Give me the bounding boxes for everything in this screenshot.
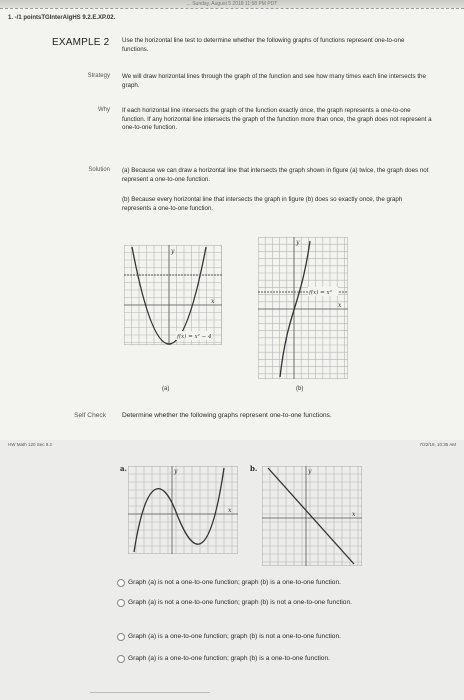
option-2-text: Graph (a) is not a one-to-one function; graph (b) is not a one-to-one function. — [128, 599, 352, 606]
option-1[interactable] — [128, 578, 458, 587]
solution-a-text: (a) Because we can draw a horizontal line that intersects the graph shown in figure (a) twice, the graph does not represent a one-to-one function. — [122, 167, 429, 183]
graph-a-x-label: x — [211, 298, 215, 305]
page-one — [0, 8, 464, 444]
footer-course: HW Math 120 Sec 9.2 — [8, 442, 53, 447]
option-3-radio[interactable] — [117, 633, 125, 641]
graph-b-y-label: y — [296, 239, 300, 246]
page-two — [0, 440, 464, 700]
option-3-text: Graph (a) is a one-to-one function; graph (b) is not a one-to-one function. — [128, 633, 341, 640]
check-graph-b-label: b. — [250, 464, 258, 473]
check-graph-a-label: a. — [120, 464, 127, 473]
self-check-label: Self Check — [74, 412, 106, 419]
option-1-radio[interactable] — [117, 579, 125, 587]
problem-header: 1. -/1 pointsTGInterAlgHS 9.2.E.XP.02. — [8, 15, 116, 21]
check-graph-b-y-label: y — [308, 468, 312, 475]
why-label: Why — [98, 107, 110, 113]
graph-a-caption: (a) — [162, 386, 170, 392]
solution-label: Solution — [88, 167, 110, 173]
option-4-radio[interactable] — [117, 655, 125, 663]
graph-b-x-label: x — [338, 302, 342, 309]
option-4-text: Graph (a) is a one-to-one function; graph (b) is a one-to-one function. — [128, 655, 330, 662]
check-graph-a — [128, 466, 238, 554]
graph-b-function-label: f(x) = x³ — [309, 290, 332, 296]
option-1-text: Graph (a) is not a one-to-one function; graph (b) is a one-to-one function. — [128, 579, 341, 586]
option-3[interactable] — [128, 632, 458, 641]
example-title: EXAMPLE 2 — [52, 37, 110, 48]
top-strip: ... Sunday, August 5 2018 11:58 PM PDT — [0, 0, 464, 10]
option-2[interactable] — [128, 598, 458, 607]
strategy-label: Strategy — [87, 73, 110, 79]
graph-a-y-label: y — [171, 248, 175, 255]
check-graph-b — [262, 466, 362, 566]
graph-a-function-label: f(x) = x² − 4 — [177, 334, 212, 340]
self-check-prompt: Determine whether the following graphs represent one-to-one functions. — [122, 412, 332, 419]
option-4[interactable] — [128, 654, 458, 663]
graph-b — [258, 237, 348, 379]
solution-b-text: (b) Because every horizontal line that intersects the graph in figure (b) does so exactly once, the graph represents a one-to-one function. — [122, 196, 403, 212]
option-2-radio[interactable] — [117, 599, 125, 607]
strategy-text: We will draw horizontal lines through the graph of the function and see how many times each line intersects the graph. — [122, 73, 426, 89]
why-text: If each horizontal line intersects the graph of the function exactly once, the graph represents a one-to-one function. If any horizontal line intersects the graph of the function more than once, the graph does not represent a one-to-one function. — [122, 107, 432, 132]
graph-b-caption: (b) — [296, 386, 304, 392]
example-intro: Use the horizontal line test to determine whether the following graphs of functions represent one-to-one functions. — [122, 37, 405, 53]
graph-a — [124, 245, 222, 345]
bottom-divider — [90, 692, 210, 693]
check-graph-a-x-label: x — [228, 507, 232, 514]
check-graph-b-x-label: x — [352, 511, 356, 518]
footer-timestamp: 7/22/18, 10:35 AM — [419, 442, 456, 447]
check-graph-a-y-label: y — [174, 468, 178, 475]
